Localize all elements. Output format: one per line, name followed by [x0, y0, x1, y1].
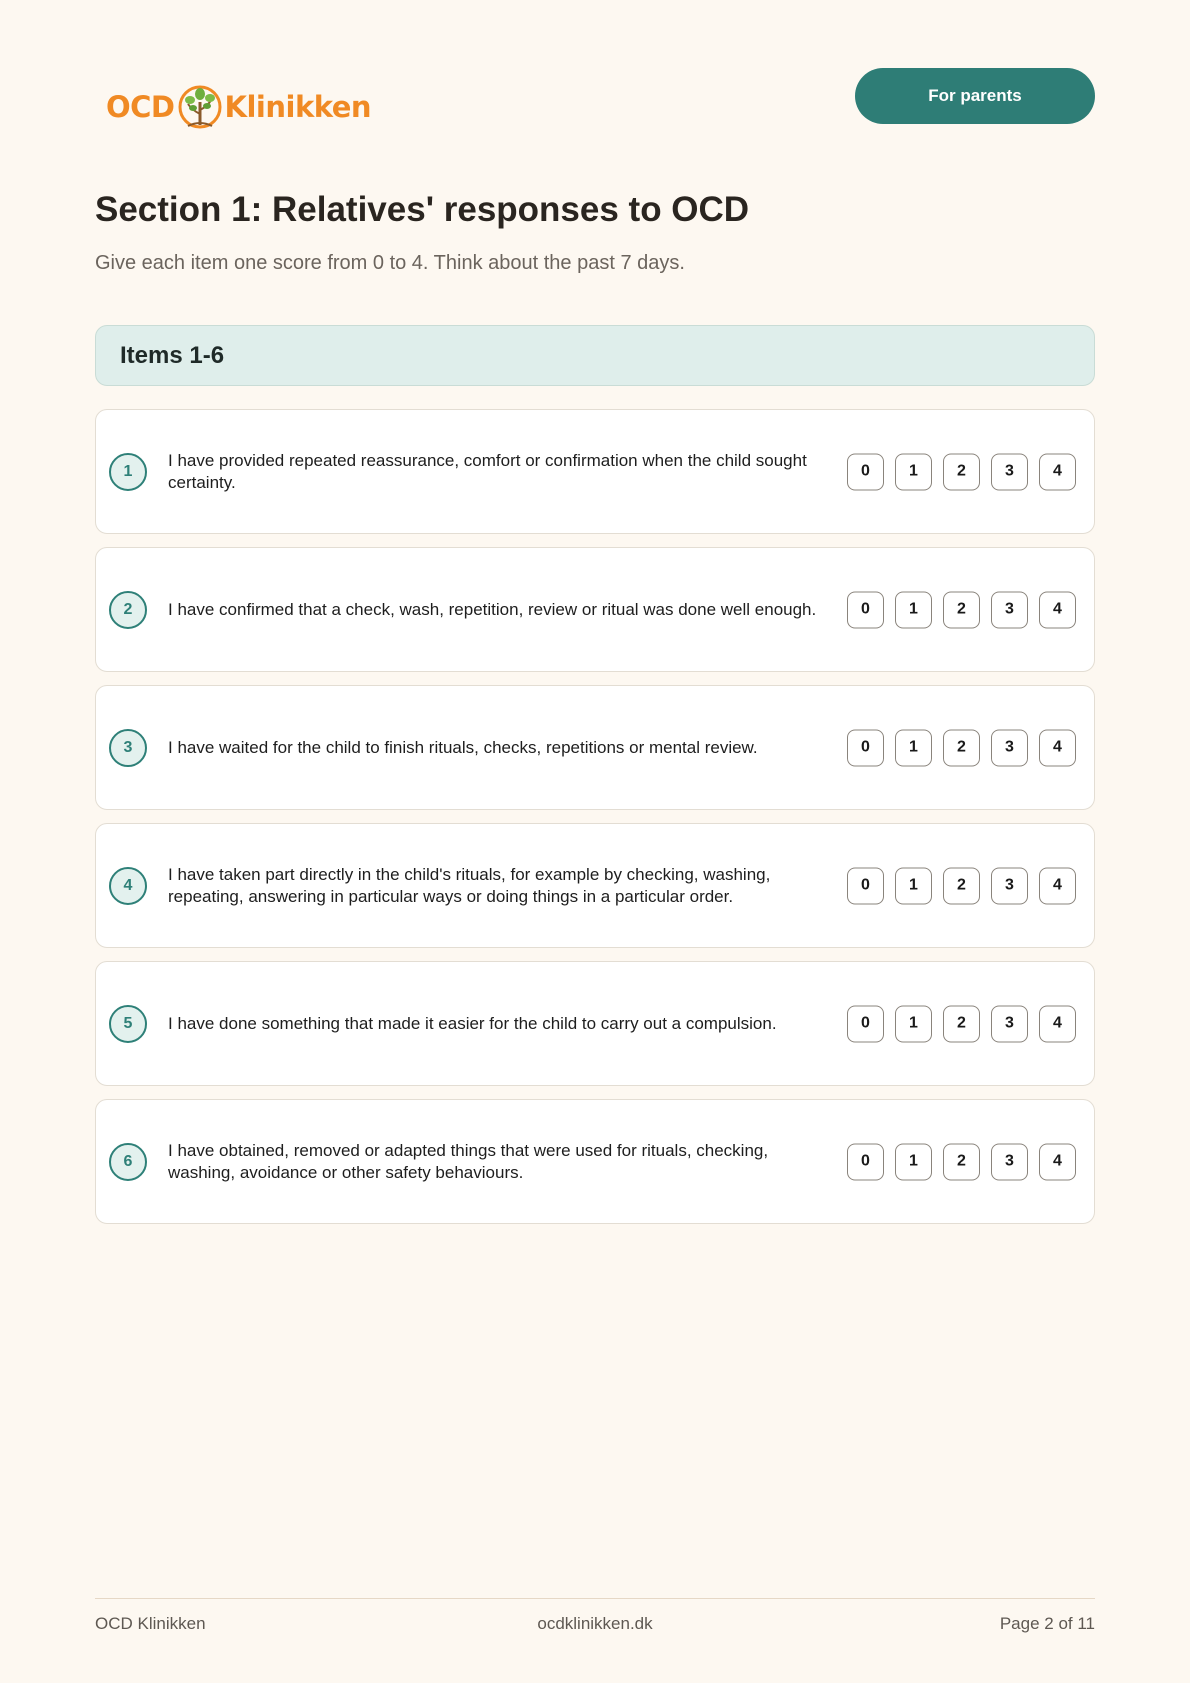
score-option-0[interactable]: 0 [847, 867, 884, 904]
tree-icon [176, 80, 224, 134]
score-option-3[interactable]: 3 [991, 453, 1028, 490]
footer-org: OCD Klinikken [95, 1614, 206, 1633]
item-text: I have obtained, removed or adapted things that were used for rituals, checking, washing, avoidance or other safety behaviours. [168, 1140, 769, 1182]
item-number-badge: 4 [109, 867, 147, 905]
footer-page-number: Page 2 of 11 [999, 1614, 1095, 1633]
item-number-badge: 1 [109, 453, 147, 491]
list-item [95, 409, 1095, 534]
score-option-2[interactable]: 2 [943, 1143, 980, 1180]
score-option-3[interactable]: 3 [991, 591, 1028, 628]
score-option-3[interactable]: 3 [991, 867, 1028, 904]
item-number-badge: 6 [109, 1143, 147, 1181]
item-number-badge: 5 [109, 1005, 147, 1043]
score-option-2[interactable]: 2 [943, 591, 980, 628]
list-item [95, 1099, 1095, 1224]
item-text: I have provided repeated reassurance, comfort or confirmation when the child sought certainty. [168, 450, 807, 492]
score-option-4[interactable]: 4 [1039, 453, 1076, 490]
score-option-2[interactable]: 2 [943, 1005, 980, 1042]
list-item [95, 961, 1095, 1086]
score-option-1[interactable]: 1 [895, 453, 932, 490]
footer-divider [95, 1598, 1095, 1599]
score-option-3[interactable]: 3 [991, 1143, 1028, 1180]
items-list [95, 409, 1095, 1237]
logo-text-left: OCD [106, 90, 175, 124]
item-text: I have done something that made it easier for the child to carry out a compulsion. [168, 1013, 777, 1033]
score-option-4[interactable]: 4 [1039, 729, 1076, 766]
ocd-klinikken-logo [106, 80, 371, 134]
logo-text-right: Klinikken [224, 90, 372, 124]
score-option-3[interactable]: 3 [991, 729, 1028, 766]
score-option-4[interactable]: 4 [1039, 867, 1076, 904]
score-option-2[interactable]: 2 [943, 729, 980, 766]
page-title: Section 1: Relatives' responses to OCD [95, 190, 750, 229]
list-item [95, 685, 1095, 810]
list-item [95, 823, 1095, 948]
score-option-1[interactable]: 1 [895, 867, 932, 904]
item-text: I have waited for the child to finish rituals, checks, repetitions or mental review. [168, 737, 758, 757]
score-option-1[interactable]: 1 [895, 1143, 932, 1180]
footer-site: ocdklinikken.dk [537, 1614, 653, 1633]
item-number-badge: 2 [109, 591, 147, 629]
score-option-1[interactable]: 1 [895, 591, 932, 628]
score-option-2[interactable]: 2 [943, 453, 980, 490]
score-option-1[interactable]: 1 [895, 1005, 932, 1042]
item-text: I have confirmed that a check, wash, repetition, review or ritual was done well enough. [168, 599, 817, 619]
score-options [847, 453, 1076, 490]
score-options [847, 867, 1076, 904]
score-option-4[interactable]: 4 [1039, 1143, 1076, 1180]
score-option-0[interactable]: 0 [847, 1005, 884, 1042]
score-option-0[interactable]: 0 [847, 453, 884, 490]
score-options [847, 1005, 1076, 1042]
score-options [847, 729, 1076, 766]
item-text: I have taken part directly in the child's rituals, for example by checking, washing, repeating, answering in particular ways or doing things in a particular order. [168, 864, 771, 906]
score-option-0[interactable]: 0 [847, 1143, 884, 1180]
for-parents-button[interactable]: For parents [855, 68, 1095, 124]
score-option-0[interactable]: 0 [847, 729, 884, 766]
instructions: Give each item one score from 0 to 4. Think about the past 7 days. [95, 252, 685, 274]
score-option-2[interactable]: 2 [943, 867, 980, 904]
score-option-4[interactable]: 4 [1039, 591, 1076, 628]
score-option-4[interactable]: 4 [1039, 1005, 1076, 1042]
score-option-0[interactable]: 0 [847, 591, 884, 628]
score-option-3[interactable]: 3 [991, 1005, 1028, 1042]
score-options [847, 591, 1076, 628]
list-item [95, 547, 1095, 672]
item-number-badge: 3 [109, 729, 147, 767]
score-options [847, 1143, 1076, 1180]
group-header [95, 325, 1095, 386]
group-label: Items 1-6 [120, 341, 225, 369]
score-option-1[interactable]: 1 [895, 729, 932, 766]
